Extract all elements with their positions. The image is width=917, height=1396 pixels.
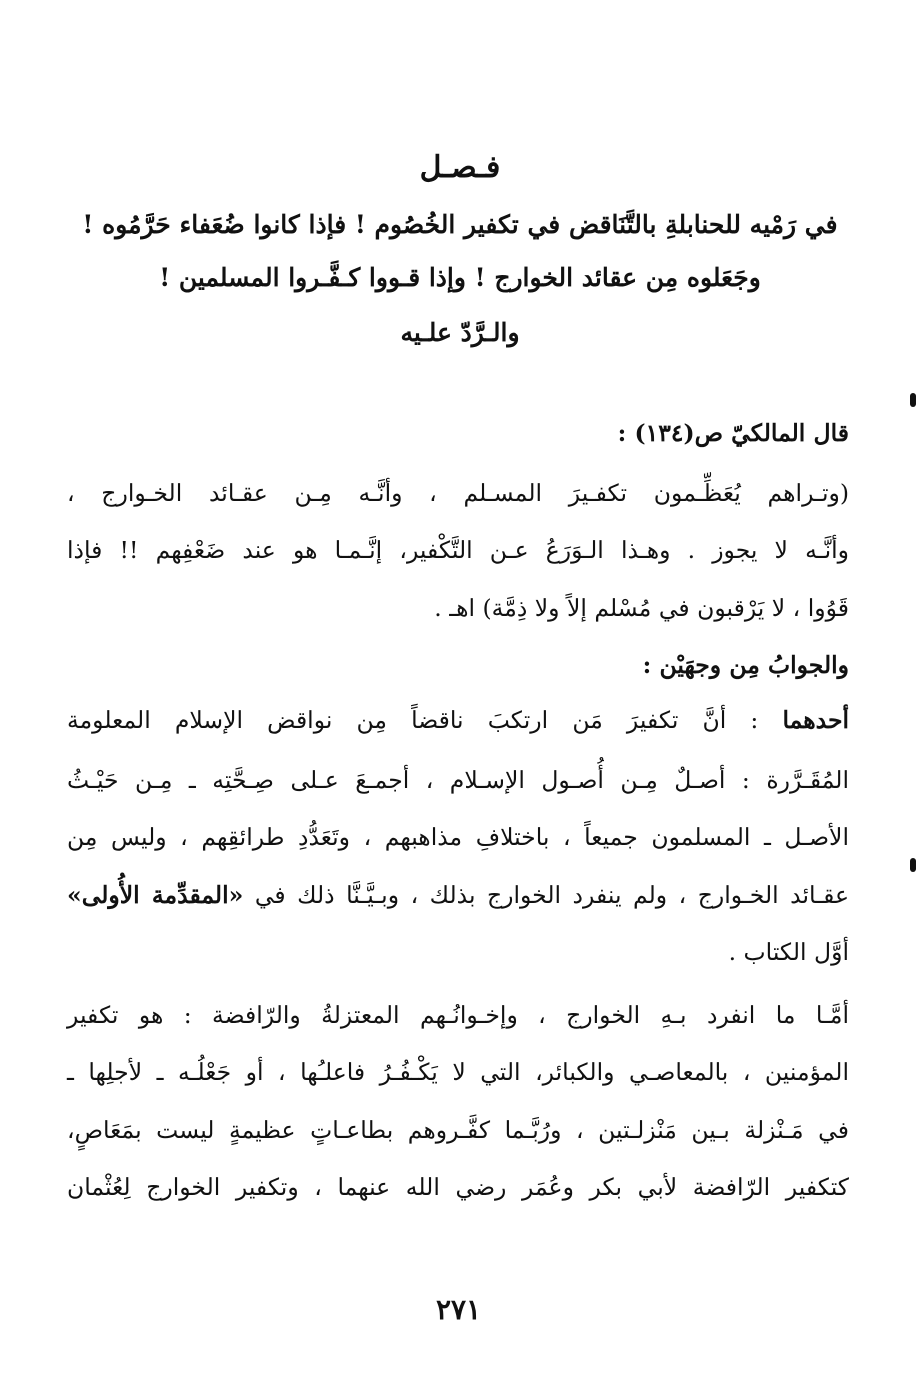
section-subtitle-line-2: وجَعَلوه مِن عقائد الخوارج ! وإذا قـووا كـفَّـروا المسلمين ! (159, 263, 761, 292)
body-line: المُقَـرَّرة : أصـلٌ مِـن أُصـول الإسـلام ، أجمـعَ عـلى صِـحَّتِه ـ مِـن حَيْـثُ (67, 766, 849, 794)
body-text: عقـائد الخـوارج ، ولم ينفرد الخوارج بذلك ، وبـيَّـنَّا ذلك في (243, 881, 849, 909)
body-line: في مَـنْزلة بـين مَنْزلـتين ، ورُبَّـما كفَّـروهم بطاعـاتٍ عظيمةٍ ليست بمَعَاصٍ، (67, 1116, 849, 1144)
margin-mark (910, 858, 916, 872)
body-line: الأصـل ـ المسلمون جميعاً ، باختلافِ مذاهبهم ، وتَعَدُّدِ طرائقِهم ، وليس مِن (67, 823, 849, 851)
body-line: قَوُوا ، لا يَرْقبون في مُسْلم إلاً ولا ذِمَّة) اهـ . (434, 594, 849, 622)
quote-intro: قال المالكيّ ص(١٣٤) : (617, 419, 849, 447)
margin-mark (910, 393, 916, 407)
body-line: أوَّل الكتاب . (728, 938, 849, 966)
page-number: ٢٧١ (435, 1293, 482, 1326)
cited-section-title: «المقدِّمة الأُولى» (67, 881, 244, 909)
body-line: (وتـراهم يُعَظِّـمون تكفـيرَ المسـلم ، وأنَّـه مِـن عقـائد الخـوارج ، (67, 479, 849, 507)
body-line (67, 700, 849, 740)
answer-heading: والجوابُ مِن وجهَيْن : (642, 651, 849, 679)
body-line (67, 875, 849, 915)
body-line: وأنَّـه لا يجوز . وهـذا الـوَرَعُ عـن التَّكْفير، إنَّـمـا هو عند ضَعْفِهم !! فإذا (67, 536, 849, 564)
first-point-label: أحدهما (782, 706, 849, 734)
section-title: فـصـل (419, 150, 501, 185)
section-subtitle-line-3: والـرَّدّ علـيه (400, 318, 520, 347)
section-subtitle-line-1: في رَمْيه للحنابلةِ بالتَّنَاقض في تكفير الخُصُوم ! فإذا كانوا ضُعَفاء حَرَّمُوه ! (82, 210, 838, 239)
body-line: أمَّـا ما انفرد بـهِ الخوارج ، وإخـوانُـهم المعتزلةُ والرّافضة : هو تكفير (67, 1001, 849, 1029)
body-text: : أنَّ تكفيرَ مَن ارتكبَ ناقضاً مِن نواقض الإسلام المعلومة (67, 706, 783, 734)
body-line: المؤمنين ، بالمعاصـي والكبائر، التي لا يَكْـفُـرُ فاعلـُها ، أو جَعْلُـه ـ لأجلِها ـ (67, 1058, 849, 1086)
body-line: كتكفير الرّافضة لأبي بكر وعُمَر رضي الله عنهما ، وتكفير الخوارج لِعُثْمان (67, 1173, 849, 1201)
